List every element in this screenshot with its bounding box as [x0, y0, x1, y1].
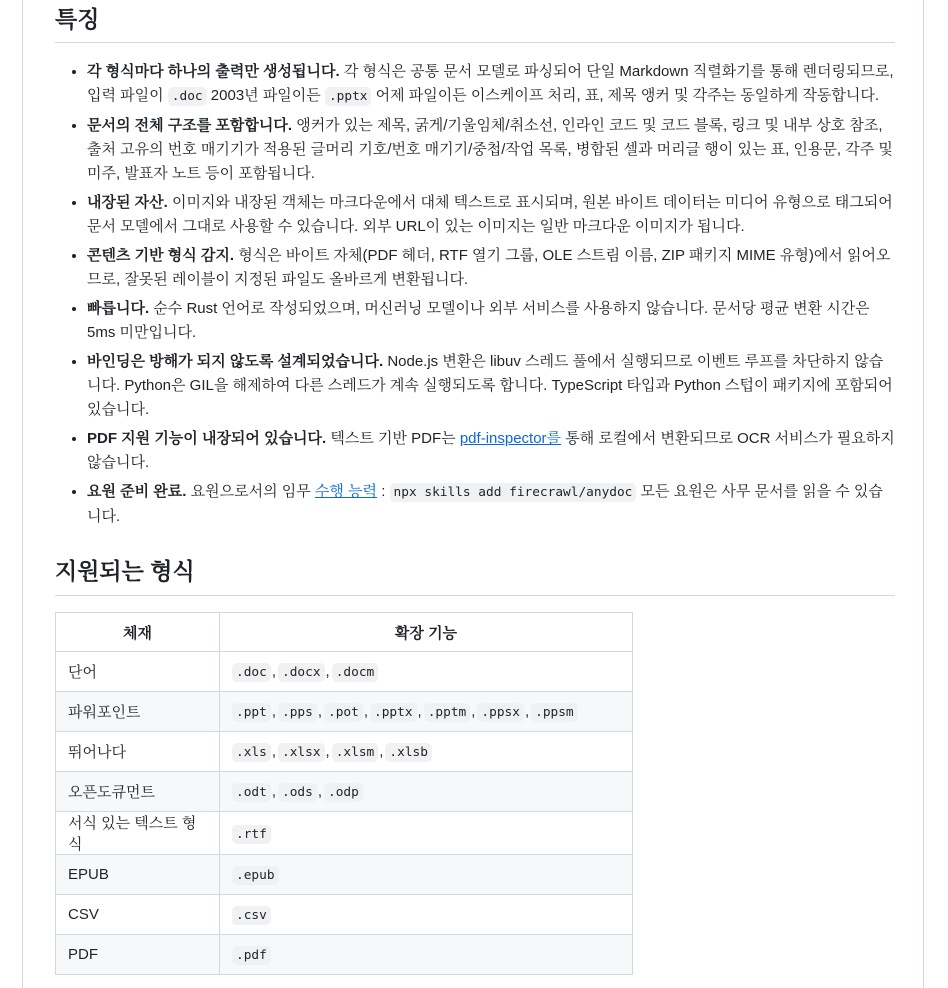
feature-item-output: • 각 형식마다 하나의 출력만 생성됩니다. 각 형식은 공통 문서 모델로 파싱되어 단일 Markdown 직렬화기를 통해 렌더링되므로, 입력 파일이 .doc 2003년 파일이든 .pptx 어제 파일이든 이스케이프 처리, 표, 제목 앵커 및 각주는 동일하게 작동합니다.: [87, 59, 895, 109]
extensions-cell: [220, 935, 633, 975]
table-row: [56, 652, 633, 692]
extensions-cell: [220, 895, 633, 935]
separator: ,: [325, 663, 330, 680]
extension-code: .pot: [324, 703, 363, 722]
features-list: [55, 59, 895, 529]
table-row: [56, 855, 633, 895]
format-name-cell: 오픈도큐먼트: [56, 772, 220, 812]
extension-code: .docm: [332, 663, 379, 682]
extension-code: .rtf: [232, 825, 271, 844]
feature-title: 바인딩은 방해가 되지 않도록 설계되었습니다.: [87, 353, 384, 370]
feature-item-assets: • 내장된 자산. 이미지와 내장된 객체는 마크다운에서 대체 텍스트로 표시되며, 원본 바이트 데이터는 미디어 유형으로 태그되어 문서 모델에서 그대로 사용할 수 있습니다. 외부 URL이 있는 이미지는 일반 마크다운 이미지가 됩니다.: [87, 190, 895, 239]
feature-title: 요원 준비 완료.: [87, 483, 187, 500]
formats-table: [55, 612, 633, 975]
table-row: [56, 935, 633, 975]
separator: ,: [417, 703, 422, 720]
feature-title: 내장된 자산.: [87, 194, 168, 211]
format-name-cell: 서식 있는 텍스트 형식: [56, 812, 220, 855]
feature-item-fast: • 빠릅니다. 순수 Rust 언어로 작성되었으며, 머신러닝 모델이나 외부 서비스를 사용하지 않습니다. 문서당 평균 변환 시간은 5ms 미만입니다.: [87, 296, 895, 345]
extension-code: .csv: [232, 906, 271, 925]
table-row: [56, 895, 633, 935]
separator: ,: [471, 703, 476, 720]
feature-item-detection: • 콘텐츠 기반 형식 감지. 형식은 바이트 자체(PDF 헤더, RTF 열기 그룹, OLE 스트림 이름, ZIP 패키지 MIME 유형)에서 읽어오므로, 잘못된 레이블이 지정된 파일도 올바르게 변환됩니다.: [87, 243, 895, 292]
separator: ,: [317, 783, 322, 800]
extension-code: .xlsx: [278, 743, 325, 762]
extension-code: .pdf: [232, 946, 271, 965]
extension-code: .ppt: [232, 703, 271, 722]
readme-content: [55, 0, 895, 975]
inline-code: .pptx: [325, 87, 372, 106]
extension-code: .docx: [278, 663, 325, 682]
install-command-code: npx skills add firecrawl/anydoc: [390, 483, 637, 502]
column-header-format: 체재: [56, 613, 220, 652]
formats-table-body: [56, 652, 633, 975]
separator: ,: [271, 703, 276, 720]
feature-item-structure: • 문서의 전체 구조를 포함합니다. 앵커가 있는 제목, 굵게/기울임체/취소선, 인라인 코드 및 코드 블록, 링크 및 내부 상호 참조, 출처 고유의 번호 매기기가 적용된 글머리 기호/번호 매기기/중첩/작업 목록, 병합된 셀과 머리글 행이 있는 표, 인용문, 각주 및 미주, 발표자 노트 등이 포함됩니다.: [87, 113, 895, 186]
feature-title: 콘텐츠 기반 형식 감지.: [87, 247, 235, 264]
separator: ,: [363, 703, 368, 720]
feature-title: 각 형식마다 하나의 출력만 생성됩니다.: [87, 63, 340, 80]
separator: ,: [271, 783, 276, 800]
inline-code: .doc: [168, 87, 207, 106]
feature-item-agent: • 요원 준비 완료. 요원으로서의 임무 수행 능력 : npx skills add firecrawl/anydoc 모든 요원은 사무 문서를 읽을 수 있습니다.: [87, 479, 895, 529]
table-row: [56, 772, 633, 812]
table-row: [56, 812, 633, 855]
extensions-cell: [220, 855, 633, 895]
separator: ,: [325, 743, 330, 760]
format-name-cell: CSV: [56, 895, 220, 935]
extensions-cell: [220, 652, 633, 692]
format-name-cell: 뛰어나다: [56, 732, 220, 772]
extension-code: .epub: [232, 866, 279, 885]
extension-code: .odp: [324, 783, 363, 802]
format-name-cell: PDF: [56, 935, 220, 975]
extensions-cell: [220, 772, 633, 812]
extension-code: .ppsm: [531, 703, 578, 722]
extension-code: .ppsx: [477, 703, 524, 722]
extension-code: .ods: [278, 783, 317, 802]
extensions-cell: [220, 812, 633, 855]
separator: ,: [317, 703, 322, 720]
table-row: [56, 732, 633, 772]
extensions-cell: [220, 692, 633, 732]
extension-code: .pps: [278, 703, 317, 722]
pdf-inspector-link[interactable]: pdf-inspector를: [459, 430, 562, 447]
feature-title: 문서의 전체 구조를 포함합니다.: [87, 117, 293, 134]
format-name-cell: 단어: [56, 652, 220, 692]
feature-item-pdf: • PDF 지원 기능이 내장되어 있습니다. 텍스트 기반 PDF는 pdf-inspector를 통해 로컬에서 변환되므로 OCR 서비스가 필요하지 않습니다.: [87, 426, 895, 475]
format-name-cell: 파워포인트: [56, 692, 220, 732]
feature-title: PDF 지원 기능이 내장되어 있습니다.: [87, 430, 327, 447]
column-header-extensions: 확장 기능: [220, 613, 633, 652]
extension-code: .pptx: [370, 703, 417, 722]
extension-code: .xlsm: [332, 743, 379, 762]
separator: ,: [271, 663, 276, 680]
features-heading: 특징: [55, 0, 895, 43]
format-name-cell: EPUB: [56, 855, 220, 895]
extensions-cell: [220, 732, 633, 772]
separator: ,: [271, 743, 276, 760]
separator: ,: [524, 703, 530, 720]
extension-code: .doc: [232, 663, 271, 682]
feature-item-bindings: • 바인딩은 방해가 되지 않도록 설계되었습니다. Node.js 변환은 libuv 스레드 풀에서 실행되므로 이벤트 루프를 차단하지 않습니다. Python은 GIL을 해제하여 다른 스레드가 계속 실행되도록 합니다. TypeScript 타입과 Python 스텁이 패키지에 포함되어 있습니다.: [87, 349, 895, 422]
extension-code: .odt: [232, 783, 271, 802]
separator: ,: [379, 743, 384, 760]
skills-link[interactable]: 수행 능력: [314, 483, 378, 500]
extension-code: .pptm: [424, 703, 471, 722]
extension-code: .xlsb: [385, 743, 432, 762]
extension-code: .xls: [232, 743, 271, 762]
feature-title: 빠릅니다.: [87, 300, 150, 317]
table-header-row: [56, 613, 633, 652]
formats-heading: 지원되는 형식: [55, 555, 895, 596]
table-row: [56, 692, 633, 732]
